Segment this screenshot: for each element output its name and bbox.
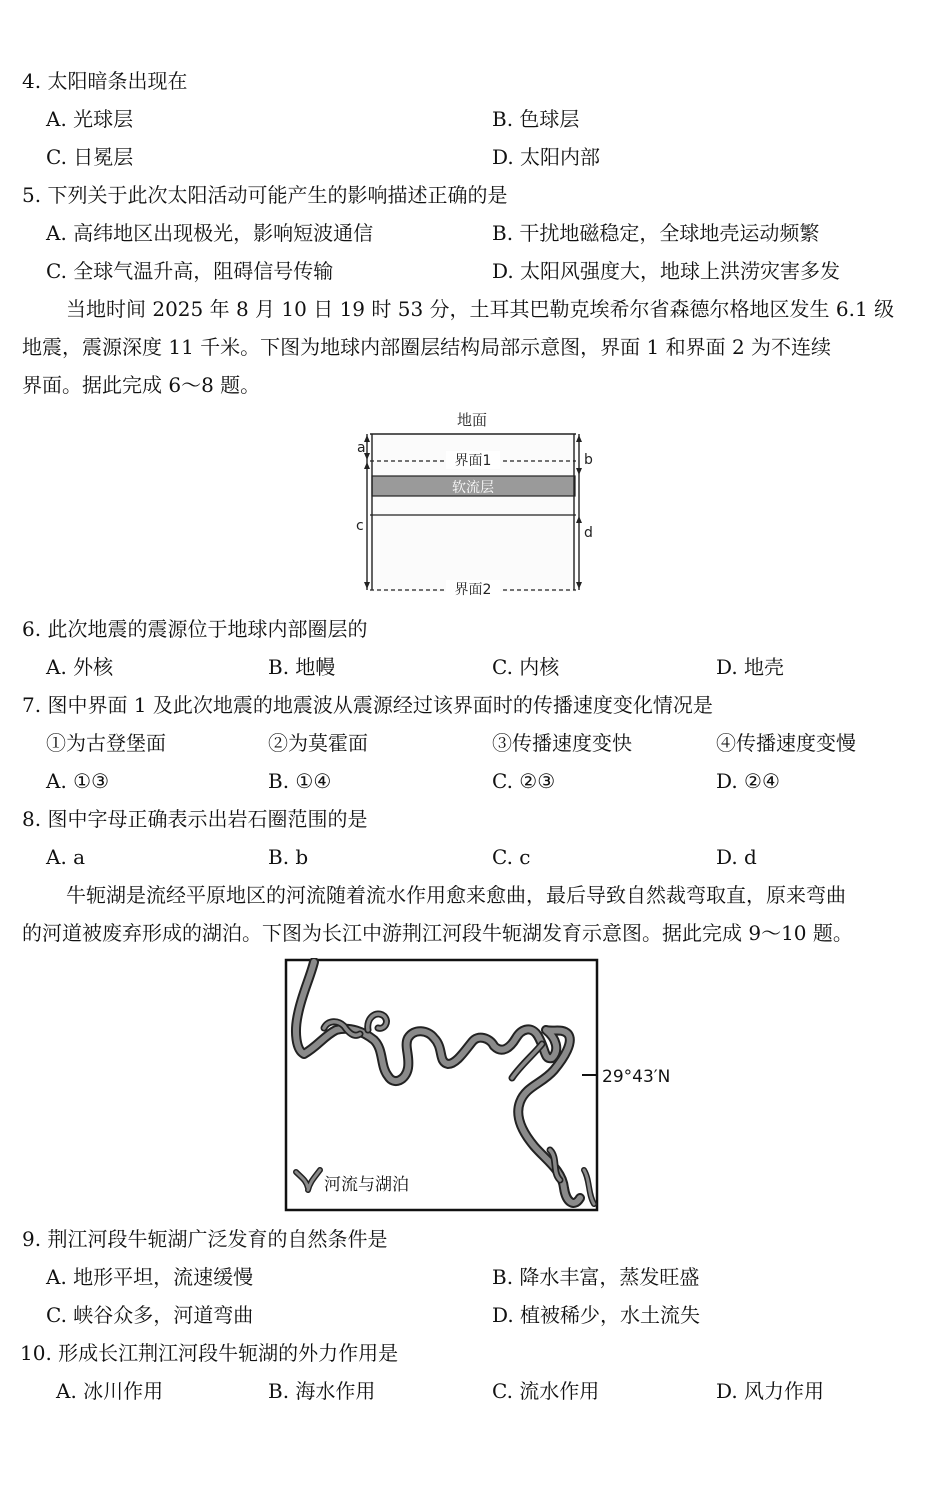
asthenosphere-label: 软流层 — [452, 480, 494, 496]
q7-option-b: B. ①④ — [268, 769, 332, 793]
arrow-b-top — [576, 435, 582, 442]
arrow-c-bottom — [364, 582, 370, 589]
label-a: a — [357, 440, 366, 456]
passage-line: 地震，震源深度 11 千米。下图为地球内部圈层结构局部示意图，界面 1 和界面 2 为不连续 — [22, 335, 832, 359]
ground-label: 地面 — [456, 411, 488, 429]
q10-option-c: C. 流水作用 — [492, 1379, 600, 1403]
q4-option-a: A. 光球层 — [46, 107, 134, 131]
passage-earthquake — [22, 290, 932, 404]
arrow-d-bottom — [576, 582, 582, 589]
q6-option-b: B. 地幔 — [268, 655, 336, 679]
q8-option-c: C. c — [492, 845, 531, 869]
q5-option-a: A. 高纬地区出现极光，影响短波通信 — [46, 221, 374, 245]
q8-option-d: D. d — [716, 845, 757, 869]
q9-stem: 9. 荆江河段牛轭湖广泛发育的自然条件是 — [22, 1227, 388, 1251]
interface1-label: 界面1 — [454, 453, 492, 469]
q4-option-d: D. 太阳内部 — [492, 145, 601, 169]
q8-stem: 8. 图中字母正确表示出岩石圈范围的是 — [22, 807, 368, 831]
q9-option-a: A. 地形平坦，流速缓慢 — [46, 1265, 254, 1289]
q9-option-b: B. 降水丰富，蒸发旺盛 — [492, 1265, 700, 1289]
q4-option-b: B. 色球层 — [492, 107, 580, 131]
q9-option-d: D. 植被稀少，水土流失 — [492, 1303, 701, 1327]
passage-oxbow — [22, 876, 932, 952]
q7-statement-1: ①为古登堡面 — [46, 731, 166, 755]
q10-stem: 10. 形成长江荆江河段牛轭湖的外力作用是 — [20, 1341, 399, 1365]
oxbow-lake-map — [284, 958, 684, 1214]
label-b: b — [584, 452, 593, 468]
q8-option-b: B. b — [268, 845, 309, 869]
legend-label: 河流与湖泊 — [324, 1175, 409, 1195]
q10-option-b: B. 海水作用 — [268, 1379, 376, 1403]
passage-line: 牛轭湖是流经平原地区的河流随着流水作用愈来愈曲，最后导致自然裁弯取直，原来弯曲 — [66, 883, 846, 907]
q10-option-a: A. 冰川作用 — [56, 1379, 164, 1403]
map-frame — [286, 960, 597, 1210]
q6-stem: 6. 此次地震的震源位于地球内部圈层的 — [22, 617, 368, 641]
label-c: c — [356, 518, 364, 534]
q5-option-b: B. 干扰地磁稳定，全球地壳运动频繁 — [492, 221, 820, 245]
q10-option-d: D. 风力作用 — [716, 1379, 825, 1403]
q7-option-d: D. ②④ — [716, 769, 780, 793]
arrow-d-top — [576, 516, 582, 523]
earth-layers-diagram — [340, 404, 610, 604]
q7-option-a: A. ①③ — [46, 769, 110, 793]
q7-stem: 7. 图中界面 1 及此次地震的地震波从震源经过该界面时的传播速度变化情况是 — [22, 693, 713, 717]
arrow-c-top — [364, 462, 370, 469]
passage-line: 当地时间 2025 年 8 月 10 日 19 时 53 分，土耳其巴勒克埃希尔省森德尔格地区发生 6.1 级 — [66, 297, 895, 321]
q4-stem: 4. 太阳暗条出现在 — [22, 69, 188, 93]
q7-statement-2: ②为莫霍面 — [268, 731, 368, 755]
q7-option-c: C. ②③ — [492, 769, 556, 793]
passage-line: 的河道被废弃形成的湖泊。下图为长江中游荆江河段牛轭湖发育示意图。据此完成 9～10 题。 — [22, 921, 853, 945]
q7-statement-4: ④传播速度变慢 — [716, 731, 856, 755]
arrow-b-bottom — [576, 468, 582, 475]
q4-option-c: C. 日冕层 — [46, 145, 134, 169]
q7-statement-3: ③传播速度变快 — [492, 731, 632, 755]
q9-option-c: C. 峡谷众多，河道弯曲 — [46, 1303, 254, 1327]
latitude-label: 29°43′N — [602, 1067, 671, 1087]
passage-line: 界面。据此完成 6～8 题。 — [22, 373, 261, 397]
interface2-label: 界面2 — [454, 582, 492, 598]
q6-option-a: A. 外核 — [46, 655, 114, 679]
q6-option-d: D. 地壳 — [716, 655, 785, 679]
q5-stem: 5. 下列关于此次太阳活动可能产生的影响描述正确的是 — [22, 183, 508, 207]
q5-option-d: D. 太阳风强度大，地球上洪涝灾害多发 — [492, 259, 841, 283]
label-d: d — [584, 525, 593, 541]
q5-option-c: C. 全球气温升高，阻碍信号传输 — [46, 259, 334, 283]
q8-option-a: A. a — [46, 845, 86, 869]
q6-option-c: C. 内核 — [492, 655, 560, 679]
